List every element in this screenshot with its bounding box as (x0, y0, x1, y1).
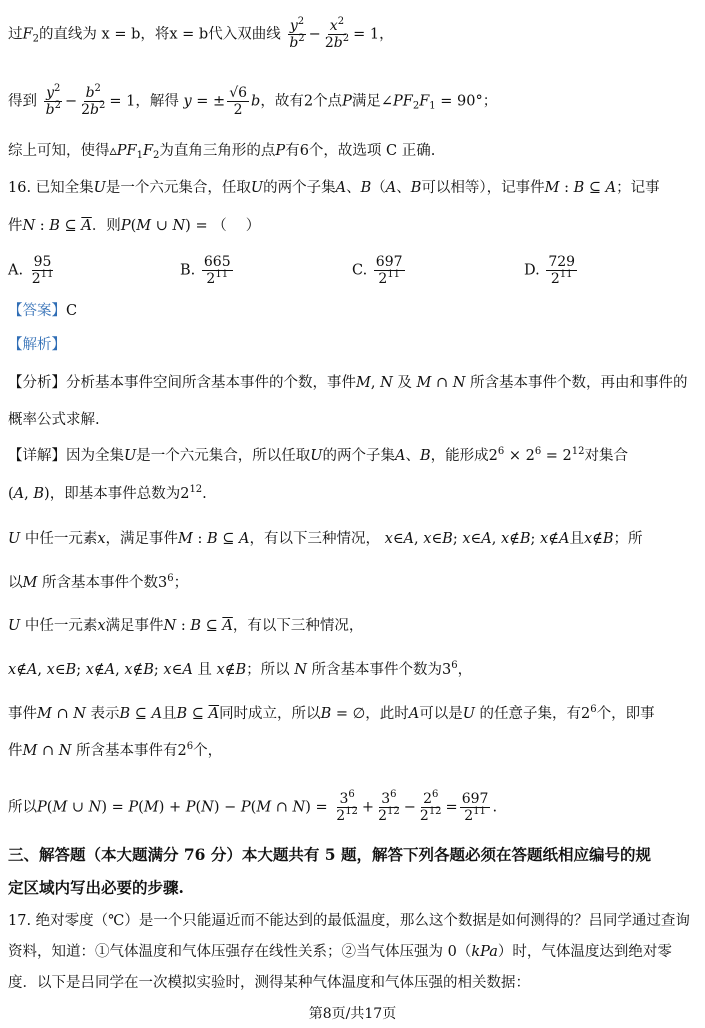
text-line: 过$F_2$的直线为 x = b，将x = b代入双曲线 $\frac{y^2}{b^2}$ − $\frac{x^2}{2b^2}$ = 1， (8, 16, 394, 51)
question-16-cont: 件N : B ⊆ $\overline{A}$．则P(M ∪ N) = （ ） (8, 218, 261, 234)
question-17-cont-2: 度．以下是吕同学在一次模拟实验时，测得某种气体温度和气体压强的相关数据： (8, 975, 530, 991)
option-a[interactable]: A. $\frac{95}{2^{11}}$ (8, 254, 54, 287)
detail-line-8: 件M ∩ N 所含基本事件有$2^6$个， (8, 741, 223, 759)
section-heading-2: 定区域内写出必要的步骤. (8, 878, 184, 897)
analysis-heading: 【解析】 (8, 337, 66, 353)
answer-value: C (66, 303, 78, 319)
page-footer: 第8页/共17页 (308, 1006, 397, 1022)
text-line: 综上可知，使得$▵PF_1F_2$为直角三角形的点P有6个，故选项 C 正确. (8, 143, 436, 161)
question-16: 16. 已知全集U是一个六元集合，任取U的两个子集A、B（A、B可以相等），记事件M : B ⊆ A；记事 (8, 180, 660, 196)
detail-line-7: 事件M ∩ N 表示B ⊆ A且B ⊆ $\overline{A}$同时成立，所以B = ∅，此时A可以是U 的任意子集，有$2^6$个，即事 (8, 704, 655, 722)
detail-line-6: x∉A, x∈B; x∉A, x∉B; x∈A 且 x∉B；所以 N 所含基本事件个数为$3^6$， (8, 660, 473, 678)
formula-fraction: $\frac{y^2}{b^2}$ (289, 16, 305, 51)
question-17-cont: 资料，知道：①气体温度和气体压强存在线性关系；②当气体压强为 0（kPa）时，气体温度达到绝对零 (8, 944, 672, 960)
detail-line-2: (A, B)，即基本事件总数为$2^{12}$. (8, 484, 207, 502)
detail-line-4: 以M 所含基本事件个数$3^6$； (8, 573, 189, 591)
fenxi-line-2: 概率公式求解. (8, 412, 100, 428)
answer-tag: 【答案】 (8, 303, 66, 319)
option-c[interactable]: C. $\frac{697}{2^{11}}$ (352, 254, 403, 287)
question-17: 17. 绝对零度（℃）是一个只能逼近而不能达到的最低温度，那么这个数据是如何测得的？吕同学通过查询 (8, 913, 690, 929)
detail-line-3: U 中任一元素x，满足事件M : B ⊆ A，有以下三种情况， x∈A, x∈B; x∈A, x∉B; x∉A且x∉B；所 (8, 531, 643, 547)
detail-line-5: U 中任一元素x满足事件N : B ⊆ $\overline{A}$，有以下三种情况， (8, 618, 364, 634)
text-line: 得到 $\frac{y^2}{b^2}$ − $\frac{b^2}{2b^2}$ = 1，解得 y = ± $\frac{√6}{2}$ b，故有2个点P满足$\angle PF_2F_1 = 90^\circ$； (8, 83, 498, 118)
formula-fraction: $\frac{x^2}{2b^2}$ (324, 16, 350, 51)
option-d[interactable]: D. $\frac{729}{2^{11}}$ (524, 254, 576, 287)
detail-final: 所以P(M ∪ N) = P(M) + P(N) − P(M ∩ N) = $\frac{3^6}{2^{12}}$ + $\frac{3^6}{2^{12}}$ − $\frac{2^6}{2^{12}}$ = $\frac{697}{2^{11}}$ . (8, 789, 498, 824)
answer-line (8, 301, 697, 321)
detail-line: 【详解】因为全集U是一个六元集合，所以任取U的两个子集A、B，能形成$2^6 \times 2^6 = 2^{12}$对集合 (8, 446, 629, 464)
option-b[interactable]: B. $\frac{665}{2^{11}}$ (180, 254, 231, 287)
section-heading: 三、解答题（本大题满分 76 分）本大题共有 5 题，解答下列各题必须在答题纸相应编号的规 (8, 845, 651, 864)
fenxi-line: 【分析】分析基本事件空间所含基本事件的个数，事件M, N 及 M ∩ N 所含基本事件个数，再由和事件的 (8, 375, 688, 391)
